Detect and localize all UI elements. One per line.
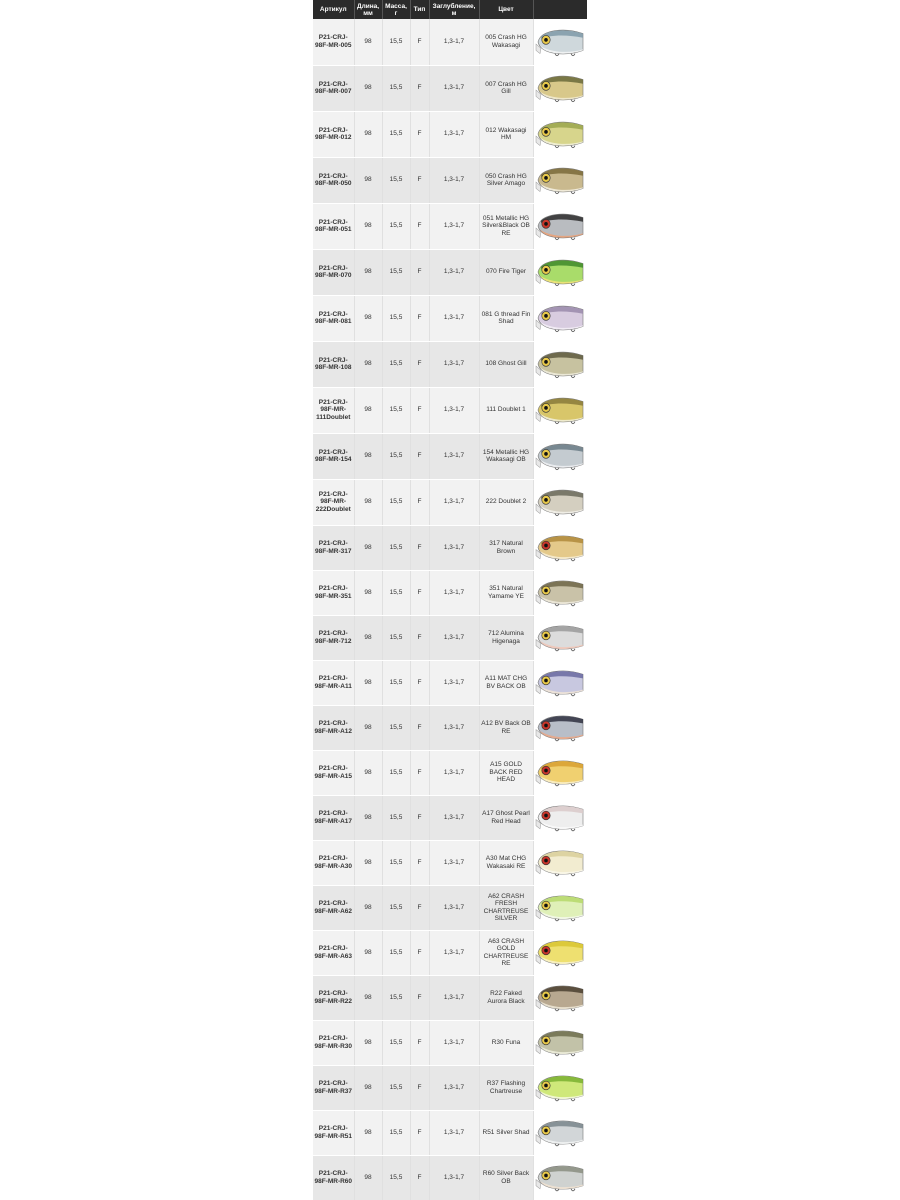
header-mass: Масса, г [382, 0, 410, 19]
article-cell: P21-CRJ-98F-MR-712 [313, 615, 354, 660]
depth-cell: 1,3-1,7 [429, 295, 479, 341]
table-row [313, 19, 587, 65]
mass-cell: 15,5 [382, 433, 410, 479]
type-cell: F [410, 975, 429, 1020]
type-cell: F [410, 157, 429, 203]
article-cell: P21-CRJ-98F-MR-005 [313, 19, 354, 65]
length-cell: 98 [354, 295, 382, 341]
mass-cell: 15,5 [382, 885, 410, 930]
table-header-row [313, 0, 587, 19]
mass-cell: 15,5 [382, 19, 410, 65]
mass-cell: 15,5 [382, 750, 410, 795]
table-row [313, 1155, 587, 1200]
lure-image-cell [533, 295, 587, 341]
article-cell: P21-CRJ-98F-MR-A62 [313, 885, 354, 930]
type-cell: F [410, 111, 429, 157]
length-cell: 98 [354, 479, 382, 525]
header-image [533, 0, 587, 19]
mass-cell: 15,5 [382, 65, 410, 111]
type-cell: F [410, 203, 429, 249]
lure-image-cell [533, 249, 587, 295]
color-name-cell: R37 Flashing Chartreuse [479, 1065, 533, 1110]
table-row [313, 660, 587, 705]
lure-image [535, 527, 585, 568]
lure-image-cell [533, 387, 587, 433]
mass-cell: 15,5 [382, 111, 410, 157]
header-depth: Заглубление, м [429, 0, 479, 19]
lure-image-cell [533, 1020, 587, 1065]
length-cell: 98 [354, 157, 382, 203]
lure-image-cell [533, 433, 587, 479]
mass-cell: 15,5 [382, 387, 410, 433]
lure-image-cell [533, 479, 587, 525]
length-cell: 98 [354, 840, 382, 885]
lure-image [535, 662, 585, 703]
table-row [313, 203, 587, 249]
type-cell: F [410, 615, 429, 660]
lure-image [535, 21, 585, 63]
length-cell: 98 [354, 433, 382, 479]
length-cell: 98 [354, 65, 382, 111]
lure-image [535, 1067, 585, 1108]
table-row [313, 249, 587, 295]
lure-image-cell [533, 1155, 587, 1200]
table-row [313, 157, 587, 203]
length-cell: 98 [354, 111, 382, 157]
color-name-cell: R51 Silver Shad [479, 1110, 533, 1155]
lure-image [535, 481, 585, 523]
lure-image-cell [533, 660, 587, 705]
table-row [313, 341, 587, 387]
type-cell: F [410, 930, 429, 975]
depth-cell: 1,3-1,7 [429, 885, 479, 930]
length-cell: 98 [354, 387, 382, 433]
article-cell: P21-CRJ-98F-MR-A30 [313, 840, 354, 885]
article-cell: P21-CRJ-98F-MR-A15 [313, 750, 354, 795]
article-cell: P21-CRJ-98F-MR-R51 [313, 1110, 354, 1155]
lure-image [535, 1112, 585, 1153]
color-name-cell: 712 Alumina Higenaga [479, 615, 533, 660]
color-name-cell: 351 Natural Yamame YE [479, 570, 533, 615]
color-name-cell: A30 Mat CHG Wakasaki RE [479, 840, 533, 885]
mass-cell: 15,5 [382, 157, 410, 203]
header-type: Тип [410, 0, 429, 19]
color-name-cell: R30 Funa [479, 1020, 533, 1065]
lure-image [535, 707, 585, 748]
color-name-cell: 050 Crash HG Silver Amago [479, 157, 533, 203]
article-cell: P21-CRJ-98F-MR-R37 [313, 1065, 354, 1110]
article-cell: P21-CRJ-98F-MR-154 [313, 433, 354, 479]
mass-cell: 15,5 [382, 203, 410, 249]
length-cell: 98 [354, 249, 382, 295]
depth-cell: 1,3-1,7 [429, 660, 479, 705]
color-name-cell: 317 Natural Brown [479, 525, 533, 570]
table-row [313, 975, 587, 1020]
type-cell: F [410, 433, 429, 479]
mass-cell: 15,5 [382, 705, 410, 750]
length-cell: 98 [354, 525, 382, 570]
lure-image-cell [533, 570, 587, 615]
lure-image-cell [533, 615, 587, 660]
depth-cell: 1,3-1,7 [429, 65, 479, 111]
lure-image [535, 1157, 585, 1198]
color-name-cell: A12 BV Back OB RE [479, 705, 533, 750]
article-cell: P21-CRJ-98F-MR-R22 [313, 975, 354, 1020]
color-name-cell: 005 Crash HG Wakasagi [479, 19, 533, 65]
length-cell: 98 [354, 1020, 382, 1065]
type-cell: F [410, 750, 429, 795]
article-cell: P21-CRJ-98F-MR-111Doublet [313, 387, 354, 433]
lure-image [535, 251, 585, 293]
depth-cell: 1,3-1,7 [429, 1110, 479, 1155]
depth-cell: 1,3-1,7 [429, 1155, 479, 1200]
lure-image-cell [533, 885, 587, 930]
depth-cell: 1,3-1,7 [429, 433, 479, 479]
mass-cell: 15,5 [382, 930, 410, 975]
mass-cell: 15,5 [382, 479, 410, 525]
header-length: Длина, мм [354, 0, 382, 19]
lure-image [535, 977, 585, 1018]
type-cell: F [410, 295, 429, 341]
type-cell: F [410, 660, 429, 705]
depth-cell: 1,3-1,7 [429, 975, 479, 1020]
depth-cell: 1,3-1,7 [429, 157, 479, 203]
depth-cell: 1,3-1,7 [429, 1065, 479, 1110]
mass-cell: 15,5 [382, 525, 410, 570]
length-cell: 98 [354, 975, 382, 1020]
color-name-cell: 070 Fire Tiger [479, 249, 533, 295]
depth-cell: 1,3-1,7 [429, 479, 479, 525]
article-cell: P21-CRJ-98F-MR-070 [313, 249, 354, 295]
lure-image-cell [533, 341, 587, 387]
mass-cell: 15,5 [382, 570, 410, 615]
color-name-cell: A11 MAT CHG BV BACK OB [479, 660, 533, 705]
depth-cell: 1,3-1,7 [429, 750, 479, 795]
color-name-cell: R60 Silver Back OB [479, 1155, 533, 1200]
mass-cell: 15,5 [382, 295, 410, 341]
depth-cell: 1,3-1,7 [429, 525, 479, 570]
mass-cell: 15,5 [382, 249, 410, 295]
product-table-wrapper [313, 0, 587, 1200]
lure-image-cell [533, 19, 587, 65]
table-row [313, 615, 587, 660]
length-cell: 98 [354, 570, 382, 615]
mass-cell: 15,5 [382, 341, 410, 387]
mass-cell: 15,5 [382, 975, 410, 1020]
lure-image-cell [533, 705, 587, 750]
lure-image-cell [533, 1065, 587, 1110]
depth-cell: 1,3-1,7 [429, 930, 479, 975]
lure-image [535, 297, 585, 339]
article-cell: P21-CRJ-98F-MR-351 [313, 570, 354, 615]
type-cell: F [410, 1110, 429, 1155]
table-row [313, 65, 587, 111]
mass-cell: 15,5 [382, 1155, 410, 1200]
depth-cell: 1,3-1,7 [429, 840, 479, 885]
color-name-cell: 051 Metallic HG Silver&Black OB RE [479, 203, 533, 249]
length-cell: 98 [354, 19, 382, 65]
mass-cell: 15,5 [382, 840, 410, 885]
type-cell: F [410, 795, 429, 840]
type-cell: F [410, 479, 429, 525]
type-cell: F [410, 341, 429, 387]
color-name-cell: A15 GOLD BACK RED HEAD [479, 750, 533, 795]
length-cell: 98 [354, 615, 382, 660]
length-cell: 98 [354, 203, 382, 249]
color-name-cell: 012 Wakasagi HM [479, 111, 533, 157]
table-row [313, 795, 587, 840]
article-cell: P21-CRJ-98F-MR-050 [313, 157, 354, 203]
lure-image [535, 67, 585, 109]
table-row [313, 570, 587, 615]
lure-image [535, 1022, 585, 1063]
mass-cell: 15,5 [382, 1065, 410, 1110]
article-cell: P21-CRJ-98F-MR-108 [313, 341, 354, 387]
length-cell: 98 [354, 1155, 382, 1200]
mass-cell: 15,5 [382, 1110, 410, 1155]
table-row [313, 1110, 587, 1155]
length-cell: 98 [354, 795, 382, 840]
color-name-cell: A63 CRASH GOLD CHARTREUSE RE [479, 930, 533, 975]
type-cell: F [410, 1065, 429, 1110]
table-row [313, 930, 587, 975]
mass-cell: 15,5 [382, 795, 410, 840]
length-cell: 98 [354, 341, 382, 387]
type-cell: F [410, 525, 429, 570]
depth-cell: 1,3-1,7 [429, 111, 479, 157]
depth-cell: 1,3-1,7 [429, 19, 479, 65]
lure-image [535, 752, 585, 793]
lure-image-cell [533, 750, 587, 795]
type-cell: F [410, 1020, 429, 1065]
table-row [313, 750, 587, 795]
color-name-cell: A17 Ghost Pearl Red Head [479, 795, 533, 840]
table-body [313, 19, 587, 1200]
type-cell: F [410, 387, 429, 433]
article-cell: P21-CRJ-98F-MR-012 [313, 111, 354, 157]
length-cell: 98 [354, 750, 382, 795]
table-row [313, 1065, 587, 1110]
lure-image-cell [533, 840, 587, 885]
lure-image [535, 617, 585, 658]
article-cell: P21-CRJ-98F-MR-081 [313, 295, 354, 341]
length-cell: 98 [354, 705, 382, 750]
depth-cell: 1,3-1,7 [429, 249, 479, 295]
lure-image [535, 572, 585, 613]
lure-image [535, 842, 585, 883]
lure-image [535, 159, 585, 201]
length-cell: 98 [354, 885, 382, 930]
lure-image [535, 887, 585, 928]
article-cell: P21-CRJ-98F-MR-A11 [313, 660, 354, 705]
color-name-cell: 108 Ghost Gill [479, 341, 533, 387]
lure-image-cell [533, 157, 587, 203]
lure-image-cell [533, 795, 587, 840]
depth-cell: 1,3-1,7 [429, 203, 479, 249]
length-cell: 98 [354, 930, 382, 975]
mass-cell: 15,5 [382, 660, 410, 705]
lure-image [535, 797, 585, 838]
type-cell: F [410, 19, 429, 65]
article-cell: P21-CRJ-98F-MR-007 [313, 65, 354, 111]
table-row [313, 885, 587, 930]
lure-image-cell [533, 975, 587, 1020]
color-name-cell: R22 Faked Aurora Black [479, 975, 533, 1020]
lure-image-cell [533, 65, 587, 111]
table-row [313, 387, 587, 433]
lure-image [535, 205, 585, 247]
article-cell: P21-CRJ-98F-MR-222Doublet [313, 479, 354, 525]
depth-cell: 1,3-1,7 [429, 705, 479, 750]
header-article: Артикул [313, 0, 354, 19]
article-cell: P21-CRJ-98F-MR-A17 [313, 795, 354, 840]
depth-cell: 1,3-1,7 [429, 570, 479, 615]
lure-image [535, 932, 585, 973]
color-name-cell: 222 Doublet 2 [479, 479, 533, 525]
lure-image [535, 435, 585, 477]
color-name-cell: 007 Crash HG Gill [479, 65, 533, 111]
color-name-cell: 154 Metallic HG Wakasagi OB [479, 433, 533, 479]
table-row [313, 479, 587, 525]
depth-cell: 1,3-1,7 [429, 1020, 479, 1065]
lure-image [535, 343, 585, 385]
table-row [313, 840, 587, 885]
color-name-cell: A62 CRASH FRESH CHARTREUSE SILVER [479, 885, 533, 930]
article-cell: P21-CRJ-98F-MR-R60 [313, 1155, 354, 1200]
article-cell: P21-CRJ-98F-MR-A12 [313, 705, 354, 750]
table-row [313, 705, 587, 750]
type-cell: F [410, 65, 429, 111]
depth-cell: 1,3-1,7 [429, 795, 479, 840]
type-cell: F [410, 249, 429, 295]
depth-cell: 1,3-1,7 [429, 387, 479, 433]
product-table [313, 0, 587, 1200]
type-cell: F [410, 705, 429, 750]
article-cell: P21-CRJ-98F-MR-317 [313, 525, 354, 570]
lure-image [535, 113, 585, 155]
table-row [313, 433, 587, 479]
table-row [313, 295, 587, 341]
type-cell: F [410, 1155, 429, 1200]
type-cell: F [410, 840, 429, 885]
article-cell: P21-CRJ-98F-MR-051 [313, 203, 354, 249]
length-cell: 98 [354, 660, 382, 705]
table-row [313, 111, 587, 157]
color-name-cell: 081 G thread Fin Shad [479, 295, 533, 341]
length-cell: 98 [354, 1110, 382, 1155]
table-row [313, 1020, 587, 1065]
length-cell: 98 [354, 1065, 382, 1110]
lure-image [535, 389, 585, 431]
article-cell: P21-CRJ-98F-MR-R30 [313, 1020, 354, 1065]
lure-image-cell [533, 525, 587, 570]
table-row [313, 525, 587, 570]
header-color: Цвет [479, 0, 533, 19]
depth-cell: 1,3-1,7 [429, 341, 479, 387]
lure-image-cell [533, 930, 587, 975]
type-cell: F [410, 885, 429, 930]
lure-image-cell [533, 111, 587, 157]
depth-cell: 1,3-1,7 [429, 615, 479, 660]
lure-image-cell [533, 203, 587, 249]
type-cell: F [410, 570, 429, 615]
mass-cell: 15,5 [382, 1020, 410, 1065]
mass-cell: 15,5 [382, 615, 410, 660]
article-cell: P21-CRJ-98F-MR-A63 [313, 930, 354, 975]
color-name-cell: 111 Doublet 1 [479, 387, 533, 433]
lure-image-cell [533, 1110, 587, 1155]
